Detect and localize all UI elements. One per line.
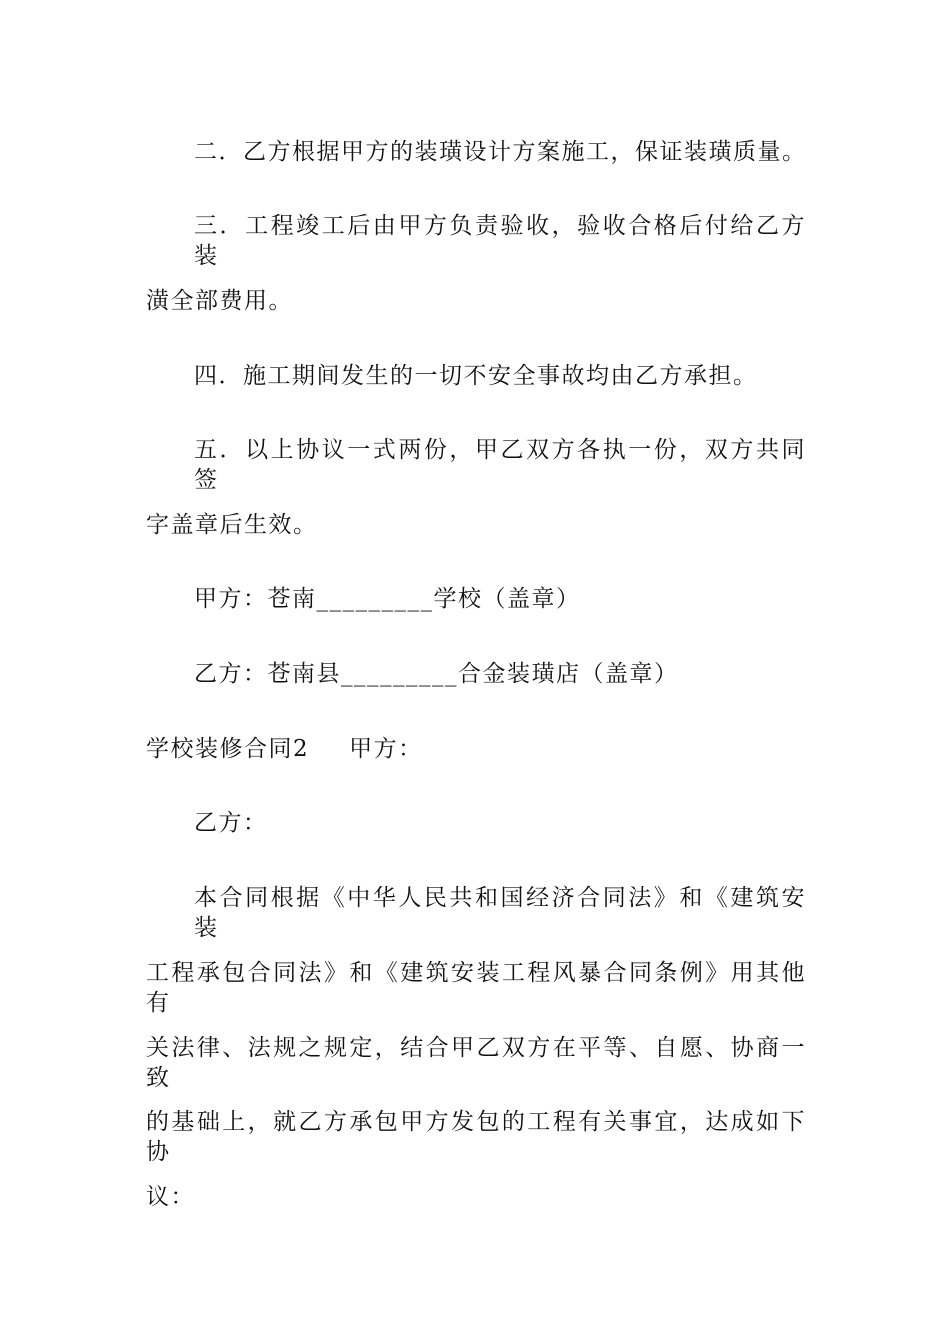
clause-5-line-1: 五．以上协议一式两份，甲乙双方各执一份，双方共同签 [194, 437, 806, 493]
preamble-line-5: 议： [146, 1184, 195, 1210]
contract-2-title: 学校装修合同2 [146, 736, 310, 762]
preamble-line-2: 工程承包合同法》和《建筑安装工程风暴合同条例》用其他有 [146, 960, 806, 1016]
clause-3-line-2: 潢全部费用。 [146, 288, 293, 314]
contract-2-party-a: 甲方： [349, 736, 423, 762]
clause-4: 四．施工期间发生的一切不安全事故均由乙方承担。 [194, 363, 758, 389]
preamble-line-4: 的基础上，就乙方承包甲方发包的工程有关事宜，达成如下协 [146, 1109, 806, 1165]
clause-5-line-2: 字盖章后生效。 [146, 512, 318, 538]
preamble-line-3: 关法律、法规之规定，结合甲乙双方在平等、自愿、协商一致 [146, 1035, 806, 1091]
clause-2: 二．乙方根据甲方的装璜设计方案施工，保证装璜质量。 [194, 139, 807, 165]
clause-3-line-1: 三．工程竣工后由甲方负责验收，验收合格后付给乙方装 [194, 213, 806, 269]
party-b-signature: 乙方：苍南县_________合金装璜店（盖章） [194, 661, 679, 687]
contract-2-party-b: 乙方： [194, 810, 268, 836]
preamble-line-1: 本合同根据《中华人民共和国经济合同法》和《建筑安装 [194, 885, 806, 941]
contract-2-heading-line [146, 734, 806, 764]
party-a-signature: 甲方：苍南_________学校（盖章） [194, 586, 581, 612]
